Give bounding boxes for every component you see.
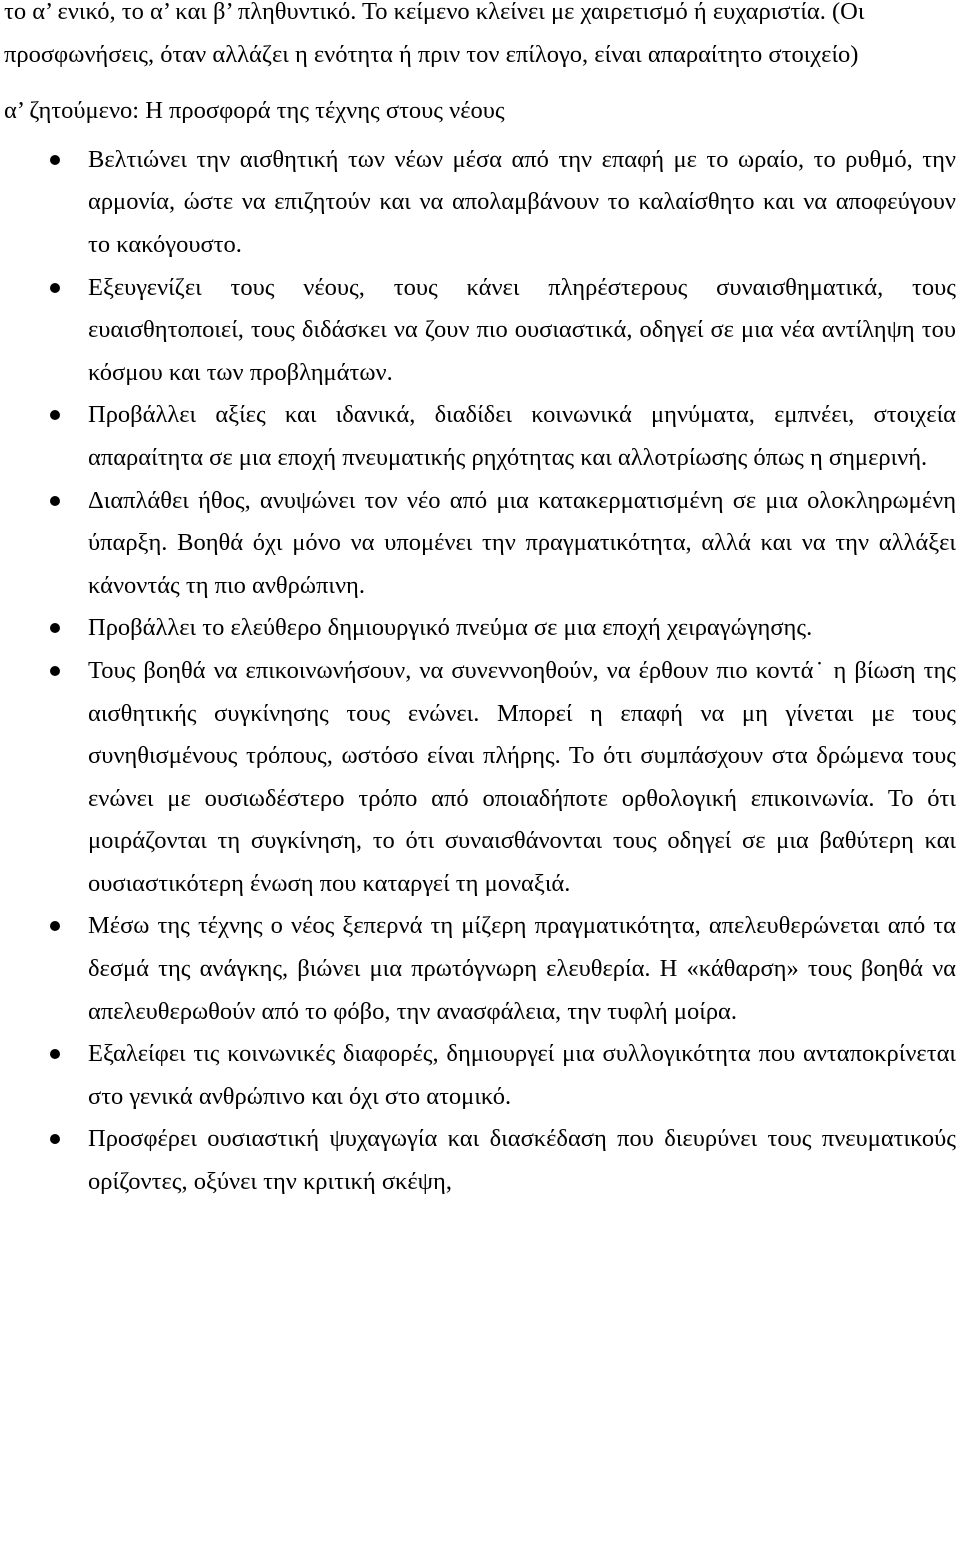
list-item-text: Εξαλείφει τις κοινωνικές διαφορές, δημιουργεί μια συλλογικότητα που ανταποκρίνεται στο γενικά ανθρώπινο και όχι στο ατομικό.	[88, 1040, 956, 1110]
list-item-text: Διαπλάθει ήθος, ανυψώνει τον νέο από μια κατακερματισμένη σε μια ολοκληρωμένη ύπαρξη. Βοηθά όχι μόνο να υπομένει την πραγματικότητα, αλλά και να την αλλάξει κάνοντάς τη πιο ανθρώπινη.	[88, 486, 956, 599]
list-item-text: Προβάλλει αξίες και ιδανικά, διαδίδει κοινωνικά μηνύματα, εμπνέει, στοιχεία απαραίτητα σε μια εποχή πνευματικής ρηχότητας και αλλοτρίωσης όπως η σημερινή.	[88, 401, 956, 471]
list-item	[4, 480, 956, 608]
bullet-icon	[50, 496, 60, 506]
list-item-text: Προβάλλει το ελεύθερο δημιουργικό πνεύμα σε μια εποχή χειραγώγησης.	[88, 614, 813, 642]
list-item	[4, 139, 956, 267]
list-item-text: Τους βοηθά να επικοινωνήσουν, να συνεννοηθούν, να έρθουν πιο κοντά˙ η βίωση της αισθητικής συγκίνησης τους ενώνει. Μπορεί η επαφή να μη γίνεται με τους συνηθισμένους τρόπους, ωστόσο είναι πλήρης. Το ότι συμπάσχουν στα δρώμενα τους ενώνει με ουσιωδέστερο τρόπο από οποιαδήποτε ορθολογική επικοινωνία. Το ότι μοιράζονται τη συγκίνηση, το ότι συναισθάνονται τους οδηγεί σε μια βαθύτερη και ουσιαστικότερη ένωση που καταργεί τη μοναξιά.	[88, 656, 956, 897]
list-item-text: Προσφέρει ουσιαστική ψυχαγωγία και διασκέδαση που διευρύνει τους πνευματικούς ορίζοντες, οξύνει την κριτική σκέψη,	[88, 1125, 956, 1196]
list-item-text: Βελτιώνει την αισθητική των νέων μέσα από την επαφή με το ωραίο, το ρυθμό, την αρμονία, ώστε να επιζητούν και να απολαμβάνουν το καλαίσθητο και να αποφεύγουν το κακόγουστο.	[88, 145, 956, 258]
list-item	[4, 1118, 956, 1203]
document-page	[4, 0, 956, 1204]
list-item	[4, 394, 956, 479]
bullet-icon	[50, 1134, 60, 1144]
list-item	[4, 267, 956, 395]
bullet-icon	[50, 155, 60, 165]
list-item	[4, 650, 956, 906]
list-item-text: Μέσω της τέχνης ο νέος ξεπερνά τη μίζερη πραγματικότητα, απελευθερώνεται από τα δεσμά της ανάγκης, βιώνει μια πρωτόγνωρη ελευθερία. Η «κάθαρση» τους βοηθά να απελευθερωθούν από το φόβο, την ανασφάλεια, την τυφλή μοίρα.	[88, 912, 956, 1025]
bullet-list	[4, 139, 956, 1204]
bullet-icon	[50, 623, 60, 633]
list-item	[4, 1033, 956, 1118]
bullet-icon	[50, 666, 60, 676]
section-heading: α’ ζητούμενο: Η προσφορά της τέχνης στους νέους	[4, 97, 505, 125]
intro-paragraph: το α’ ενικό, το α’ και β’ πληθυντικό. Το κείμενο κλείνει με χαιρετισμό ή ευχαριστία. (Οι προσφωνήσεις, όταν αλλάζει η ενότητα ή πριν τον επίλογο, είναι απαραίτητο στοιχείο)	[4, 0, 865, 68]
bullet-icon	[50, 410, 60, 420]
list-item-text: Εξευγενίζει τους νέους, τους κάνει πληρέστερους συναισθηματικά, τους ευαισθητοποιεί, τους διδάσκει να ζουν πιο ουσιαστικά, οδηγεί σε μια νέα αντίληψη του κόσμου και των προβλημάτων.	[88, 273, 956, 386]
list-item	[4, 607, 956, 650]
bullet-icon	[50, 1049, 60, 1059]
bullet-icon	[50, 283, 60, 293]
list-item	[4, 905, 956, 1033]
bullet-icon	[50, 921, 60, 931]
